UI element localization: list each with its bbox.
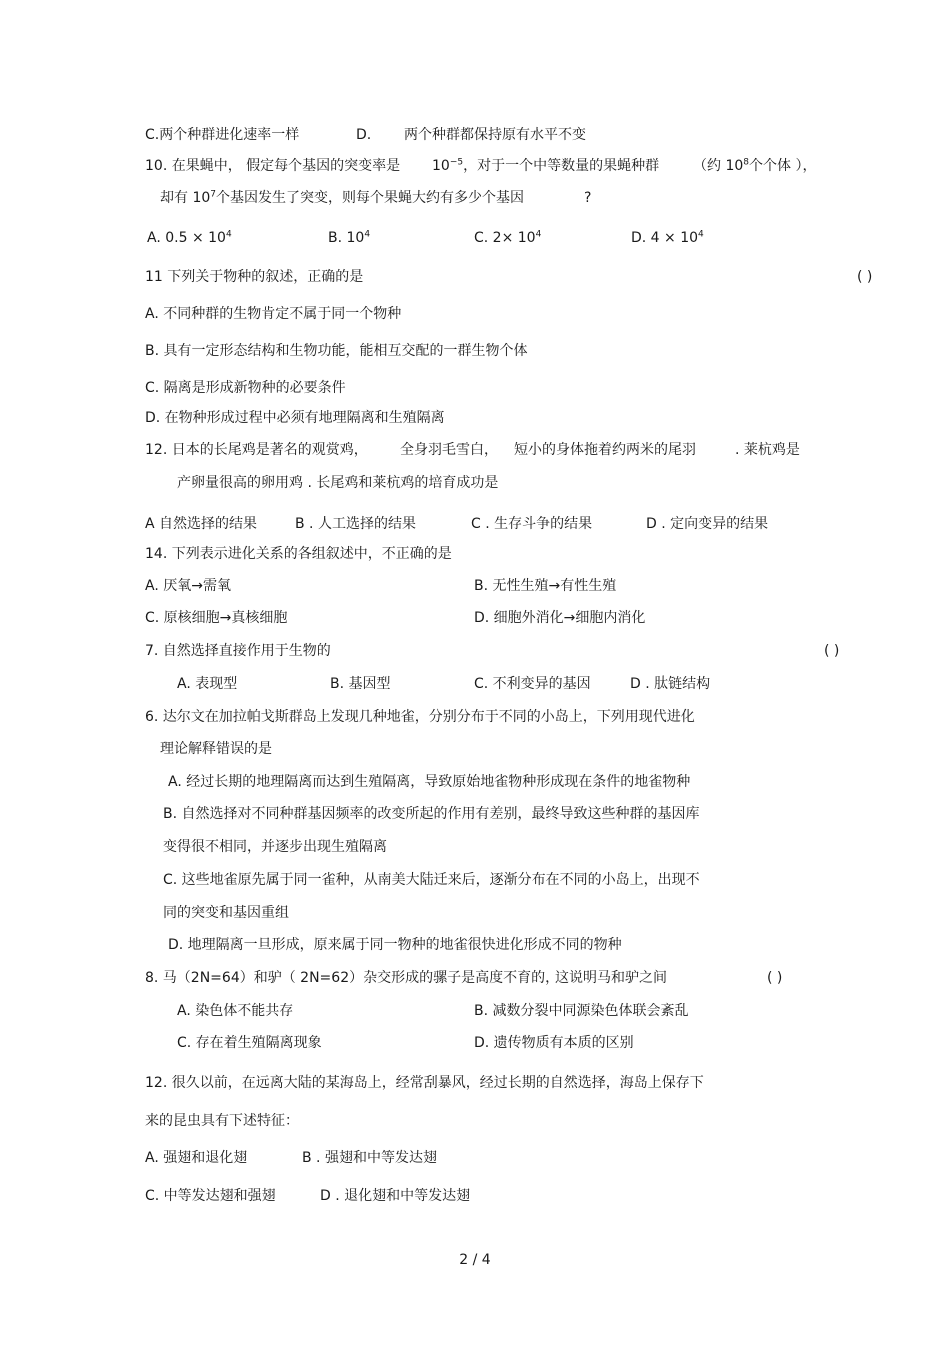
option-d: D. 在物种形成过程中必须有地理隔离和生殖隔离 xyxy=(145,410,445,426)
answer-bracket: ( ) xyxy=(824,643,840,659)
stem-part: ，对于一个中等数量的果蝇种群 xyxy=(463,158,660,174)
question-10-stem xyxy=(145,157,400,175)
option-d: D . 肽链结构 xyxy=(630,676,711,692)
option-text: A. 0.5 × 10 xyxy=(147,230,226,246)
option-a: A. 表现型 xyxy=(177,676,238,692)
option-c: C. 不利变异的基因 xyxy=(474,676,591,692)
question-10-stem-line2 xyxy=(160,189,524,207)
option-c-line2: 同的突变和基因重组 xyxy=(163,905,289,921)
option-a: A. 厌氧→需氧 xyxy=(145,578,231,594)
option-d-label: D. xyxy=(356,127,372,143)
option-b: B. 无性生殖→有性生殖 xyxy=(474,578,617,594)
question-11-stem: 11 下列关于物种的叙述，正确的是 xyxy=(145,269,364,285)
answer-bracket: ( ) xyxy=(767,970,783,986)
question-mark: ? xyxy=(584,190,592,206)
option-b: B. 减数分裂中同源染色体联会紊乱 xyxy=(474,1003,689,1019)
stem-part: 却有 10 xyxy=(160,190,211,206)
stem-part: . 莱杭鸡是 xyxy=(735,442,800,458)
option-c: C . 生存斗争的结果 xyxy=(471,516,593,532)
option-c: C. 原核细胞→真核细胞 xyxy=(145,610,288,626)
question-12b-stem-line2: 来的昆虫具有下述特征： xyxy=(145,1113,299,1129)
option-b: B . 人工选择的结果 xyxy=(295,516,416,532)
option-c: C. 这些地雀原先属于同一雀种，从南美大陆迁来后，逐渐分布在不同的小岛上，出现不 xyxy=(163,872,700,888)
option-c xyxy=(474,229,541,247)
option-d: 两个种群都保持原有水平不变 xyxy=(404,127,586,143)
option-a: A 自然选择的结果 xyxy=(145,516,258,532)
exponent: 4 xyxy=(535,229,542,240)
page-number: 2 / 4 xyxy=(459,1252,491,1268)
stem-part: （约 10 xyxy=(693,158,744,174)
exponent: 4 xyxy=(698,229,704,240)
option-c: C. 存在着生殖隔离现象 xyxy=(177,1035,322,1051)
option-d xyxy=(631,229,704,247)
option-d: D . 退化翅和中等发达翅 xyxy=(320,1188,471,1204)
question-12-stem-line2: 产卵量很高的卵用鸡 . 长尾鸡和莱杭鸡的培育成功是 xyxy=(177,475,499,491)
question-14-stem: 14. 下列表示进化关系的各组叙述中，不正确的是 xyxy=(145,546,452,562)
option-a: A. 不同种群的生物肯定不属于同一个物种 xyxy=(145,306,402,322)
option-d: D. 地理隔离一旦形成，原来属于同一物种的地雀很快进化形成不同的物种 xyxy=(168,937,622,953)
mutation-rate xyxy=(432,157,659,175)
rate-base: 10 xyxy=(432,158,450,174)
mutation-exponent: 7 xyxy=(210,189,216,200)
question-12b-stem: 12. 很久以前，在远离大陆的某海岛上，经常刮暴风，经过长期的自然选择，海岛上保存下 xyxy=(145,1075,704,1091)
answer-bracket: ( ) xyxy=(857,269,873,285)
option-b-line2: 变得很不相同，并逐步出现生殖隔离 xyxy=(163,839,387,855)
question-12-stem: 12. 日本的长尾鸡是著名的观赏鸡， xyxy=(145,442,368,458)
question-6-stem: 6. 达尔文在加拉帕戈斯群岛上发现几种地雀，分别分布于不同的小岛上，下列用现代进化 xyxy=(145,709,695,725)
option-d: D . 定向变异的结果 xyxy=(646,516,769,532)
option-b xyxy=(328,229,370,247)
option-a xyxy=(147,229,232,247)
option-b: B. 具有一定形态结构和生物功能，能相互交配的一群生物个体 xyxy=(145,343,528,359)
option-a: A. 经过长期的地理隔离而达到生殖隔离，导致原始地雀物种形成现在条件的地雀物种 xyxy=(168,774,691,790)
exponent: 4 xyxy=(364,229,371,240)
option-d: D. 细胞外消化→细胞内消化 xyxy=(474,610,646,626)
stem-part: 个个体 ）， xyxy=(749,158,817,174)
question-8-stem: 8. 马（2N=64）和驴（ 2N=62）杂交形成的骡子是高度不育的， xyxy=(145,970,560,986)
option-a: A. 染色体不能共存 xyxy=(177,1003,294,1019)
stem-part: 10. 在果蝇中， 假定每个基因的突变率是 xyxy=(145,158,401,174)
option-b: B . 强翅和中等发达翅 xyxy=(302,1150,437,1166)
question-6-stem-line2: 理论解释错误的是 xyxy=(160,741,272,757)
stem-part: 短小的身体拖着约两米的尾羽 xyxy=(514,442,696,458)
population-exponent: 8 xyxy=(743,157,749,168)
option-a: A. 强翅和退化翅 xyxy=(145,1150,248,1166)
option-c: C. 中等发达翅和强翅 xyxy=(145,1188,276,1204)
option-b: B. 自然选择对不同种群基因频率的改变所起的作用有差别，最终导致这些种群的基因库 xyxy=(163,806,700,822)
option-text: D. 4 × 10 xyxy=(631,230,699,246)
stem-part: 这说明马和驴之间 xyxy=(555,970,667,986)
stem-part: 个基因发生了突变，则每个果蝇大约有多少个基因 xyxy=(216,190,524,206)
population-size xyxy=(693,157,816,175)
option-text: C. 2× 10 xyxy=(474,230,536,246)
option-c: C.两个种群进化速率一样 xyxy=(145,127,300,143)
option-d: D. 遗传物质有本质的区别 xyxy=(474,1035,634,1051)
option-b: B. 基因型 xyxy=(330,676,391,692)
option-text: B. 10 xyxy=(328,230,365,246)
question-7-stem: 7. 自然选择直接作用于生物的 xyxy=(145,643,331,659)
stem-part: 全身羽毛雪白， xyxy=(400,442,498,458)
option-c: C. 隔离是形成新物种的必要条件 xyxy=(145,380,346,396)
exponent: 4 xyxy=(225,229,232,240)
rate-exponent: −5 xyxy=(449,157,464,168)
